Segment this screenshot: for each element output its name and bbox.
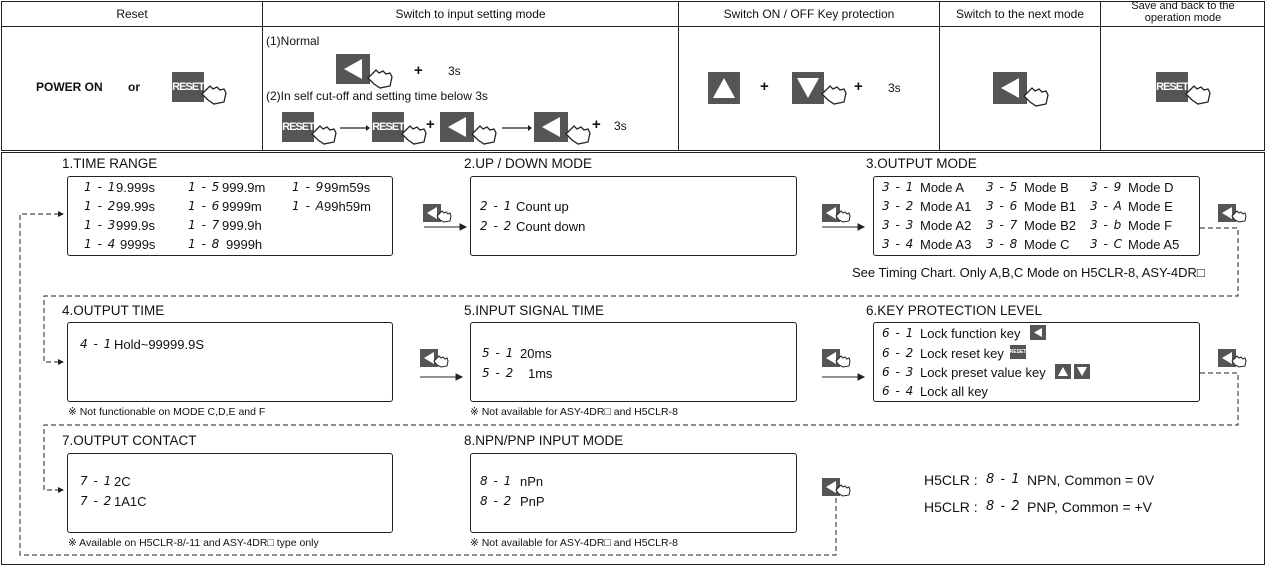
- setting-value: 9999m: [222, 199, 262, 214]
- setting-code: 3 - b: [1090, 218, 1123, 232]
- three-seconds-label: 3s: [448, 64, 461, 78]
- output-time-note: ※ Not functionable on MODE C,D,E and F: [68, 406, 266, 418]
- setting-value: 9.999s: [116, 180, 156, 195]
- setting-value: 1A1C: [114, 494, 147, 509]
- setting-code: 3 - C: [1090, 237, 1123, 251]
- setting-code: 1 - 4: [84, 237, 117, 251]
- setting-code: 1 - 7: [188, 218, 221, 232]
- title-up-down-mode: 2.UP / DOWN MODE: [464, 156, 593, 171]
- plus-sign: +: [414, 62, 423, 79]
- setting-code: 6 - 1: [882, 326, 915, 340]
- title-output-contact: 7.OUTPUT CONTACT: [62, 433, 197, 448]
- setting-code: 6 - 3: [882, 365, 915, 379]
- pnp-prefix: H5CLR :: [924, 499, 978, 515]
- setting-code: 6 - 4: [882, 384, 915, 398]
- setting-code: 1 - 9: [292, 180, 325, 194]
- setting-value: Mode B2: [1024, 218, 1077, 233]
- npn-prefix: H5CLR :: [924, 472, 978, 488]
- setting-value: 20ms: [520, 346, 552, 361]
- npn-pnp-note: ※ Not available for ASY-4DR□ and H5CLR-8: [470, 537, 678, 549]
- setting-code: 3 - 4: [882, 237, 915, 251]
- reset-key-icon: RESET: [372, 112, 404, 142]
- header-next-mode: Switch to the next mode: [955, 7, 1085, 21]
- setting-code: 1 - A: [292, 199, 325, 213]
- power-on-label: POWER ON: [36, 80, 103, 94]
- setting-value: 9999h: [226, 237, 263, 252]
- title-npn-pnp-input-mode: 8.NPN/PNP INPUT MODE: [464, 433, 624, 448]
- self-cutoff-label: (2)In self cut-off and setting time below 3s: [266, 89, 488, 103]
- setting-code: 3 - 7: [986, 218, 1019, 232]
- setting-value: 99h59m: [324, 199, 371, 214]
- setting-code: 3 - 9: [1090, 180, 1123, 194]
- setting-value: PnP: [520, 494, 545, 509]
- setting-value: 1ms: [528, 366, 553, 381]
- reset-key-icon: RESET: [172, 72, 204, 102]
- setting-value: Mode A3: [920, 237, 972, 252]
- setting-value: Count down: [516, 219, 586, 234]
- setting-code: 1 - 5: [188, 180, 221, 194]
- setting-code: 8 - 1: [480, 474, 513, 488]
- setting-value: 99m59s: [324, 180, 371, 195]
- setting-value: Mode A1: [920, 199, 972, 214]
- three-seconds-label: 3s: [614, 119, 627, 133]
- header-key-protection: Switch ON / OFF Key protection: [723, 7, 895, 21]
- setting-value: 999.9m: [222, 180, 266, 195]
- setting-value: Lock preset value key: [920, 365, 1046, 380]
- setting-code: 3 - 1: [882, 180, 915, 194]
- output-contact-note: ※ Available on H5CLR-8/-11 and ASY-4DR□ type only: [68, 537, 319, 549]
- setting-code: 3 - 5: [986, 180, 1019, 194]
- reset-key-icon: RESET: [282, 112, 314, 142]
- setting-value: Mode E: [1128, 199, 1173, 214]
- title-input-signal-time: 5.INPUT SIGNAL TIME: [464, 303, 605, 318]
- three-seconds-label: 3s: [888, 81, 901, 95]
- reset-key-icon: RESET: [1156, 72, 1188, 102]
- setting-code: 1 - 6: [188, 199, 221, 213]
- setting-code: 7 - 2: [80, 494, 113, 508]
- setting-value: Mode B: [1024, 180, 1069, 195]
- setting-value: Lock reset key: [920, 346, 1004, 361]
- setting-code: 3 - 8: [986, 237, 1019, 251]
- reset-key-icon: RESET: [1010, 345, 1026, 359]
- setting-value: nPn: [520, 474, 544, 489]
- pnp-code: 8 - 2: [986, 499, 1021, 514]
- setting-code: 6 - 2: [882, 346, 915, 360]
- plus-sign: +: [592, 116, 601, 133]
- setting-value: 9999s: [120, 237, 156, 252]
- npn-description: NPN, Common = 0V: [1027, 472, 1155, 488]
- setting-value: Mode D: [1128, 180, 1174, 195]
- setting-code: 1 - 8: [188, 237, 221, 251]
- setting-value: Lock all key: [920, 384, 988, 399]
- setting-code: 3 - A: [1090, 199, 1123, 213]
- or-label: or: [128, 80, 140, 94]
- setting-code: 1 - 3: [84, 218, 117, 232]
- setting-code: 8 - 2: [480, 494, 513, 508]
- setting-code: 3 - 3: [882, 218, 915, 232]
- normal-label: (1)Normal: [266, 34, 320, 48]
- npn-code: 8 - 1: [986, 472, 1021, 487]
- setting-code: 2 - 1: [480, 199, 513, 213]
- setting-code: 5 - 2: [482, 366, 515, 380]
- header-input-setting: Switch to input setting mode: [395, 7, 546, 21]
- header-save-line2: operation mode: [1144, 12, 1222, 24]
- setting-code: 4 - 1: [80, 337, 113, 351]
- setting-value: 999.9s: [116, 218, 156, 233]
- setting-code: 7 - 1: [80, 474, 113, 488]
- setting-code: 5 - 1: [482, 346, 515, 360]
- setting-code: 1 - 1: [84, 180, 117, 194]
- setting-code: 1 - 2: [84, 199, 117, 213]
- setting-value: Hold~99999.9S: [114, 337, 204, 352]
- setting-value: Count up: [516, 199, 569, 214]
- setting-value: Mode B1: [1024, 199, 1077, 214]
- setting-value: 99.99s: [116, 199, 156, 214]
- title-output-time: 4.OUTPUT TIME: [62, 303, 165, 318]
- setting-value: 2C: [114, 474, 131, 489]
- setting-code: 2 - 2: [480, 219, 513, 233]
- title-key-protection-level: 6.KEY PROTECTION LEVEL: [866, 303, 1043, 318]
- title-output-mode: 3.OUTPUT MODE: [866, 156, 977, 171]
- input-signal-note: ※ Not available for ASY-4DR□ and H5CLR-8: [470, 406, 678, 418]
- plus-sign: +: [760, 78, 769, 95]
- setting-code: 3 - 2: [882, 199, 915, 213]
- pnp-description: PNP, Common = +V: [1027, 499, 1153, 515]
- setting-value: Mode A2: [920, 218, 972, 233]
- setting-value: Lock function key: [920, 326, 1021, 341]
- plus-sign: +: [426, 116, 435, 133]
- header-save-line1: Save and back to the: [1131, 0, 1235, 12]
- setting-value: Mode F: [1128, 218, 1173, 233]
- setting-value: Mode C: [1024, 237, 1070, 252]
- header-reset: Reset: [116, 7, 148, 21]
- setting-value: Mode A: [920, 180, 965, 195]
- title-time-range: 1.TIME RANGE: [62, 156, 158, 171]
- output-mode-note: See Timing Chart. Only A,B,C Mode on H5CLR-8, ASY-4DR□: [852, 265, 1205, 280]
- plus-sign: +: [854, 78, 863, 95]
- setting-value: Mode A5: [1128, 237, 1180, 252]
- setting-value: 999.9h: [222, 218, 262, 233]
- setting-code: 3 - 6: [986, 199, 1019, 213]
